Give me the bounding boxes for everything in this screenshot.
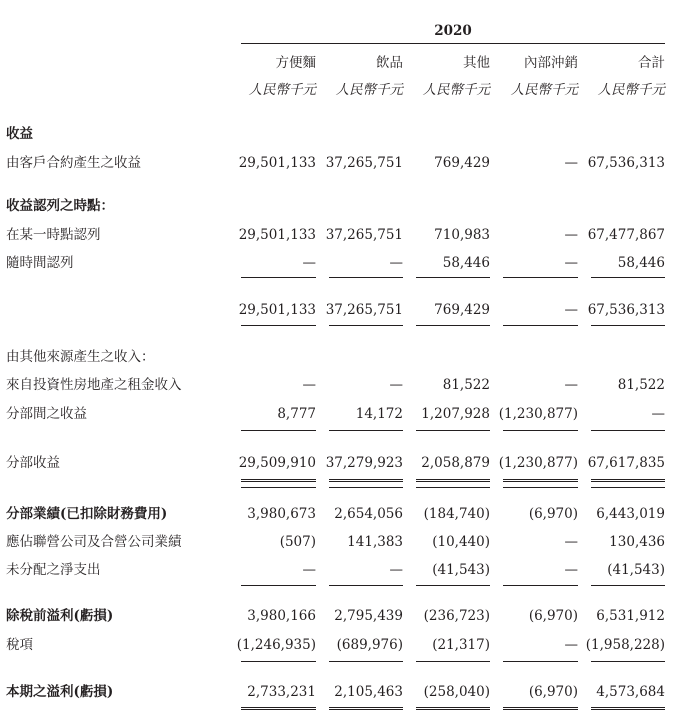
row-value: 141,383 xyxy=(347,534,403,550)
double-rule xyxy=(591,479,665,482)
single-rule xyxy=(416,585,490,586)
row-label: 收益認列之時點： xyxy=(6,198,114,214)
single-rule xyxy=(416,661,490,662)
year-rule xyxy=(241,43,665,44)
currency-label: 人民幣千元 xyxy=(510,82,578,98)
double-rule xyxy=(591,707,665,710)
row-value: (184,740) xyxy=(423,506,490,522)
row-value: 2,733,231 xyxy=(247,684,316,700)
row-value: (6,970) xyxy=(528,684,578,700)
row-value: 8,777 xyxy=(277,406,316,422)
currency-label: 人民幣千元 xyxy=(335,82,403,98)
single-rule xyxy=(329,585,403,586)
row-label: 在某一時點認列 xyxy=(6,227,101,243)
row-label: 稅項 xyxy=(6,637,33,653)
single-rule xyxy=(416,487,490,488)
double-rule xyxy=(329,479,403,482)
row-value: (41,543) xyxy=(607,562,665,578)
column-header: 內部沖銷 xyxy=(524,55,578,71)
row-label: 隨時間認列 xyxy=(6,255,74,271)
row-value: — xyxy=(564,255,578,271)
row-label: 收益 xyxy=(6,126,33,142)
single-rule xyxy=(241,325,316,326)
single-rule xyxy=(416,430,490,431)
row-value: 67,536,313 xyxy=(587,155,665,171)
row-value: (507) xyxy=(279,534,316,550)
double-rule xyxy=(329,707,403,710)
row-value: — xyxy=(564,562,578,578)
single-rule xyxy=(591,430,665,431)
single-rule xyxy=(241,487,316,488)
row-value: 1,207,928 xyxy=(421,406,490,422)
row-label: 分部收益 xyxy=(6,455,60,471)
single-rule xyxy=(241,430,316,431)
row-value: 2,795,439 xyxy=(334,608,403,624)
single-rule xyxy=(241,277,316,278)
year-header: 2020 xyxy=(434,23,472,39)
row-label: 分部間之收益 xyxy=(6,406,87,422)
single-rule xyxy=(329,277,403,278)
row-value: 3,980,673 xyxy=(247,506,316,522)
row-value: 81,522 xyxy=(442,377,490,393)
row-value: — xyxy=(302,562,316,578)
currency-label: 人民幣千元 xyxy=(248,82,316,98)
row-value: — xyxy=(651,406,665,422)
row-value: 2,058,879 xyxy=(421,455,490,471)
row-value: — xyxy=(389,562,403,578)
row-value: — xyxy=(564,155,578,171)
row-value: — xyxy=(389,255,403,271)
single-rule xyxy=(503,277,578,278)
double-rule xyxy=(241,707,316,710)
single-rule xyxy=(329,325,403,326)
single-rule xyxy=(329,430,403,431)
row-value: (21,317) xyxy=(432,637,490,653)
row-label: 除稅前溢利(虧損) xyxy=(6,608,114,624)
row-value: (1,230,877) xyxy=(498,455,578,471)
row-value: — xyxy=(302,377,316,393)
row-value: 29,501,133 xyxy=(238,155,316,171)
row-value: — xyxy=(564,227,578,243)
row-label: 分部業績(已扣除財務費用) xyxy=(6,506,168,522)
row-label: 由其他來源產生之收入： xyxy=(6,349,155,365)
row-value: (1,230,877) xyxy=(498,406,578,422)
row-value: 37,265,751 xyxy=(325,227,403,243)
row-value: — xyxy=(389,377,403,393)
row-value: 14,172 xyxy=(355,406,403,422)
row-value: (1,246,935) xyxy=(236,637,316,653)
row-value: 37,265,751 xyxy=(325,302,403,318)
single-rule xyxy=(416,325,490,326)
double-rule xyxy=(503,479,578,482)
column-header: 其他 xyxy=(463,55,490,71)
currency-label: 人民幣千元 xyxy=(422,82,490,98)
single-rule xyxy=(329,487,403,488)
row-value: (1,958,228) xyxy=(585,637,665,653)
single-rule xyxy=(591,661,665,662)
single-rule xyxy=(416,277,490,278)
single-rule xyxy=(503,585,578,586)
row-value: 2,654,056 xyxy=(334,506,403,522)
row-value: 81,522 xyxy=(617,377,665,393)
double-rule xyxy=(416,707,490,710)
row-value: (41,543) xyxy=(432,562,490,578)
row-value: (258,040) xyxy=(423,684,490,700)
row-value: 29,501,133 xyxy=(238,302,316,318)
single-rule xyxy=(241,585,316,586)
single-rule xyxy=(503,487,578,488)
row-value: — xyxy=(302,255,316,271)
single-rule xyxy=(591,325,665,326)
row-value: 6,531,912 xyxy=(596,608,665,624)
single-rule xyxy=(241,661,316,662)
row-value: 37,265,751 xyxy=(325,155,403,171)
column-header: 方便麵 xyxy=(275,55,316,71)
row-label: 本期之溢利(虧損) xyxy=(6,684,114,700)
single-rule xyxy=(591,277,665,278)
single-rule xyxy=(503,430,578,431)
column-header: 合計 xyxy=(638,55,665,71)
row-value: — xyxy=(564,302,578,318)
currency-label: 人民幣千元 xyxy=(597,82,665,98)
row-label: 由客戶合約產生之收益 xyxy=(6,155,141,171)
double-rule xyxy=(241,479,316,482)
row-value: (6,970) xyxy=(528,506,578,522)
row-value: 67,477,867 xyxy=(587,227,665,243)
row-value: 58,446 xyxy=(442,255,490,271)
row-value: (10,440) xyxy=(432,534,490,550)
row-label: 未分配之淨支出 xyxy=(6,562,101,578)
double-rule xyxy=(503,707,578,710)
row-value: 67,617,835 xyxy=(587,455,665,471)
row-value: — xyxy=(564,377,578,393)
single-rule xyxy=(503,325,578,326)
row-value: 3,980,166 xyxy=(247,608,316,624)
row-value: 29,509,910 xyxy=(238,455,316,471)
row-value: — xyxy=(564,637,578,653)
row-value: 6,443,019 xyxy=(596,506,665,522)
row-value: 2,105,463 xyxy=(334,684,403,700)
single-rule xyxy=(591,487,665,488)
column-header: 飲品 xyxy=(376,55,403,71)
double-rule xyxy=(416,479,490,482)
row-value: — xyxy=(564,534,578,550)
row-value: 58,446 xyxy=(617,255,665,271)
row-value: 67,536,313 xyxy=(587,302,665,318)
row-value: 130,436 xyxy=(609,534,665,550)
row-value: (236,723) xyxy=(423,608,490,624)
row-label: 來自投資性房地產之租金收入 xyxy=(6,377,182,393)
single-rule xyxy=(329,661,403,662)
row-value: 29,501,133 xyxy=(238,227,316,243)
row-value: 37,279,923 xyxy=(325,455,403,471)
row-value: 4,573,684 xyxy=(596,684,665,700)
row-value: (6,970) xyxy=(528,608,578,624)
row-value: 769,429 xyxy=(434,302,490,318)
row-value: 769,429 xyxy=(434,155,490,171)
row-label: 應佔聯營公司及合營公司業績 xyxy=(6,534,182,550)
single-rule xyxy=(591,585,665,586)
row-value: (689,976) xyxy=(336,637,403,653)
single-rule xyxy=(503,661,578,662)
row-value: 710,983 xyxy=(434,227,490,243)
